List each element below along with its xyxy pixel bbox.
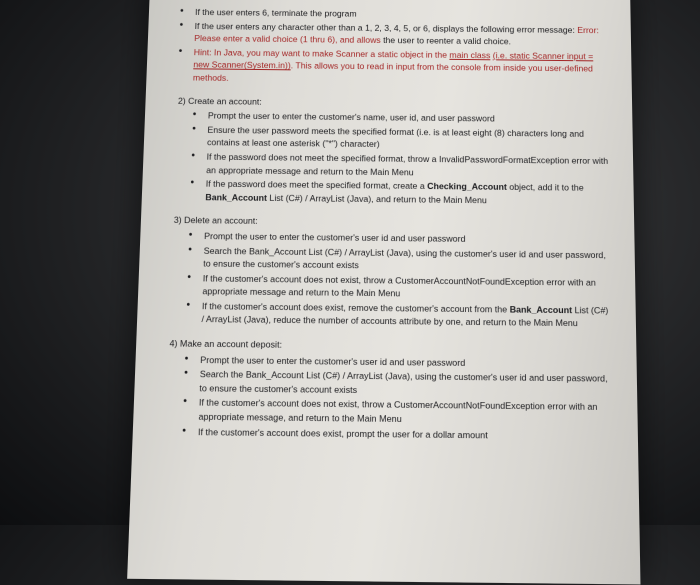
list-item (187, 177, 612, 208)
section-title: 3) Delete an account: (173, 214, 258, 227)
section-account-deposit (162, 337, 615, 443)
item-text: If the customer's account does not exist, throw a CustomerAccountNotFoundException error with an appropriate message and return to the Main Menu (202, 272, 596, 299)
item-text: List (C#) / ArrayList (Java), reduce the number of accounts attribute by one, and return to the Main Menu (201, 304, 609, 329)
item-text: Search the Bank_Account List (C#) / ArrayList (Java), using the customer's user id and user password, to ensure the customer's account exists (199, 368, 608, 396)
error-message-text: Error: Please enter a valid choice (1 thru 6), and allows (194, 24, 599, 46)
item-text: If the customer's account does exist, prompt the user for a dollar amount (197, 425, 488, 441)
section-delete-account (166, 214, 613, 331)
list-item (175, 46, 610, 89)
item-text: Prompt the user to enter the customer's user id and user password (200, 353, 466, 368)
list-item (183, 299, 614, 331)
bullet: • (192, 109, 197, 121)
hint-text: . This allows you to read in input from the console from inside you user-defined methods. (192, 60, 594, 83)
list-item (184, 271, 613, 302)
bullet: • (186, 299, 191, 312)
bullet: • (184, 352, 189, 365)
section-list (162, 353, 615, 444)
bold-text: Bank_Account (205, 191, 268, 203)
item-text: If the customer's account does not exist, throw a CustomerAccountNotFoundException error with an appropriate message, and return to the Main Menu (198, 397, 598, 425)
list-item (188, 150, 611, 181)
list-item (176, 19, 609, 49)
bold-text: Bank_Account (509, 303, 573, 316)
item-text: the user to reenter a valid choice. (383, 35, 512, 47)
item-text: If the password does not meet the specified format, throw a InvalidPasswordFormatException error with an appropriate message and return to the Main Menu (206, 151, 609, 177)
section-title: 2) Create an account: (177, 95, 262, 107)
hint-text: Hint: In Java, you may want to make Scanner a static object in the (193, 46, 450, 60)
document-content (162, 6, 615, 445)
item-text: If the password does meet the specified format, create a (205, 178, 428, 192)
list-item (179, 396, 614, 428)
list-item (189, 123, 611, 153)
item-text: Prompt the user to enter the customer's user id and user password (204, 230, 466, 244)
item-text: If the user enters 6, terminate the program (194, 6, 357, 19)
bullet: • (188, 229, 193, 241)
paper-sheet (127, 0, 640, 585)
item-text: Ensure the user password meets the specified format (i.e. is at least eight (8) characters long and contains at least one asterisk ("*") character) (206, 124, 585, 150)
section-list (166, 229, 613, 331)
bullet: • (190, 177, 195, 189)
bullet: • (191, 150, 196, 162)
intro-list (175, 6, 610, 89)
item-text: Prompt the user to enter the customer's name, user id, and user password (207, 110, 495, 124)
bullet: • (187, 271, 192, 284)
bullet: • (183, 367, 189, 380)
item-text: Search the Bank_Account List (C#) / ArrayList (Java), using the customer's user id and user password, to ensure the customer's account exists (203, 244, 606, 271)
bullet: • (182, 424, 187, 437)
section-list (170, 109, 611, 208)
hint-underlined-code: (i.e. static Scanner input = new Scanner(System.in)) (193, 49, 594, 71)
hint-underlined-text: main class (449, 49, 491, 61)
bullet: • (179, 19, 184, 31)
section-title: 4) Make an account deposit: (169, 337, 283, 350)
list-item (184, 244, 612, 275)
item-text: List (C#) / ArrayList (Java), and return to the Main Menu (266, 192, 487, 206)
section-create-account (170, 94, 611, 208)
list-item (180, 367, 614, 399)
bullet: • (183, 395, 188, 409)
bullet: • (188, 243, 193, 256)
bold-text: Checking_Account (427, 180, 507, 193)
item-text: If the customer's account does exist, remove the customer's account from the (201, 300, 510, 315)
item-text: object, add it to the (506, 181, 584, 193)
bullet: • (192, 123, 197, 135)
item-text: If the user enters any character other than a 1, 2, 3, 4, 5, or 6, displays the following error message: (194, 20, 578, 35)
bullet: • (179, 5, 184, 17)
bullet: • (178, 45, 183, 57)
